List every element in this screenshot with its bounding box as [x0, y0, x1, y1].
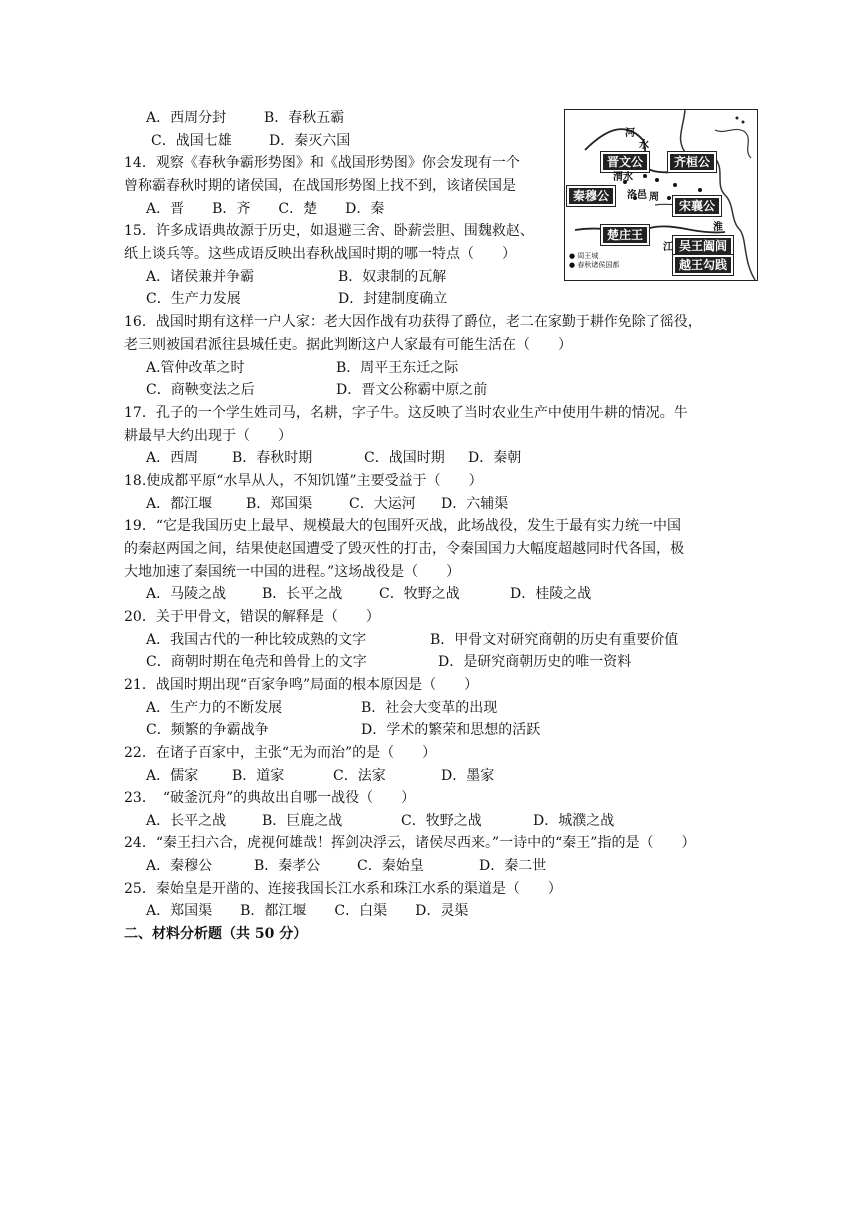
q15-option-a: A．诸侯兼并争霸	[146, 269, 255, 285]
q17-stem-line2: 耕最早大约出现于（ ）	[124, 428, 292, 444]
map-text-luoyi: 洛邑	[627, 190, 647, 201]
q13-option-d: D．秦灭六国	[269, 133, 351, 149]
q22-option-b: B．道家	[232, 768, 285, 784]
q21-stem: 21．战国时期出现“百家争鸣”局面的根本原因是（ ）	[124, 677, 479, 693]
q17-stem-line1: 17．孔子的一个学生姓司马，名耕，字子牛。这反映了当时农业生产中使用牛耕的情况。牛	[124, 405, 688, 421]
q17-option-a: A．西周	[146, 450, 199, 466]
q21-option-b: B．社会大变革的出现	[361, 700, 498, 716]
q23-option-b: B．巨鹿之战	[262, 813, 343, 829]
map-label-yue: 越王勾践	[673, 255, 733, 275]
q19-option-a: A．马陵之战	[146, 586, 227, 602]
q25-stem: 25．秦始皇是开凿的、连接我国长江水系和珠江水系的渠道是（ ）	[124, 881, 562, 897]
q16-stem-line1: 16．战国时期有这样一户人家：老大因作战有功获得了爵位，老二在家勤于耕作免除了徭役，	[124, 314, 702, 330]
q19-option-c: C．牧野之战	[379, 586, 460, 602]
q13-option-a: A．西周分封	[146, 110, 227, 126]
q19-stem-line3: 大地加速了秦国统一中国的进程。”这场战役是（ ）	[124, 564, 461, 580]
q25-options: A．郑国渠 B．都江堰 C．白渠 D．灵渠	[146, 903, 469, 919]
map-label-chu: 楚庄王	[601, 225, 649, 245]
map-label-qin: 秦穆公	[567, 186, 615, 206]
q16-option-d: D．晋文公称霸中原之前	[336, 382, 488, 398]
q19-stem-line1: 19．“它是我国历史上最早、规模最大的包围歼灭战，此场战役，发生于最有实力统一中国	[124, 518, 681, 534]
map-label-qi: 齐桓公	[668, 152, 716, 172]
q14-stem-line1: 14．观察《春秋争霸形势图》和《战国形势图》你会发现有一个	[124, 155, 520, 171]
spring-autumn-hegemony-map	[564, 109, 758, 281]
q19-option-d: D．桂陵之战	[510, 586, 592, 602]
q15-option-c: C．生产力发展	[146, 291, 241, 307]
legend-item-capital: ● 周王城	[569, 252, 599, 260]
q15-option-b: B．奴隶制的瓦解	[338, 269, 447, 285]
q22-option-a: A．儒家	[146, 768, 199, 784]
q16-stem-line2: 老三则被国君派往县城任吏。据此判断这户人家最有可能生活在（ ）	[124, 337, 572, 353]
q17-option-c: C．战国时期	[364, 450, 445, 466]
q13-option-b: B．春秋五霸	[264, 110, 345, 126]
q23-option-a: A．长平之战	[146, 813, 227, 829]
q15-stem-line1: 15．许多成语典故源于历史，如退避三舍、卧薪尝胆、围魏救赵、	[124, 223, 534, 239]
q20-option-a: A．我国古代的一种比较成熟的文字	[146, 632, 367, 648]
map-river-shui: 水	[639, 140, 649, 151]
q18-option-c: C．大运河	[349, 496, 416, 512]
q18-option-b: B．郑国渠	[246, 496, 313, 512]
q14-stem-line2: 曾称霸春秋时期的诸侯国，在战国形势图上找不到，该诸侯国是	[124, 178, 516, 194]
q14-options: A．晋 B．齐 C．楚 D．秦	[146, 201, 385, 217]
q23-option-d: D．城濮之战	[533, 813, 615, 829]
q19-stem-line2: 的秦赵两国之间，结果使赵国遭受了毁灭性的打击，令秦国国力大幅度超越同时代各国，极	[124, 541, 684, 557]
q20-option-c: C．商朝时期在龟壳和兽骨上的文字	[146, 654, 367, 670]
map-river-wei: 渭水	[613, 172, 633, 183]
q18-option-d: D．六辅渠	[441, 496, 509, 512]
q24-option-c: C．秦始皇	[357, 858, 424, 874]
map-river-he: 河	[625, 128, 635, 139]
q16-option-b: B．周平王东迁之际	[336, 360, 459, 376]
q15-stem-line2: 纸上谈兵等。这些成语反映出春秋战国时期的哪一特点（ ）	[124, 246, 516, 262]
q13-option-c: C．战国七雄	[151, 133, 232, 149]
q24-option-d: D．秦二世	[479, 858, 547, 874]
q21-option-d: D．学术的繁荣和思想的活跃	[361, 722, 541, 738]
q17-option-b: B．春秋时期	[232, 450, 313, 466]
q19-option-b: B．长平之战	[262, 586, 343, 602]
q22-option-c: C．法家	[333, 768, 386, 784]
q21-option-a: A．生产力的不断发展	[146, 700, 283, 716]
q15-option-d: D．封建制度确立	[338, 291, 448, 307]
q16-option-c: C．商鞅变法之后	[146, 382, 255, 398]
map-label-jin: 晋文公	[601, 152, 649, 172]
q20-option-b: B．甲骨文对研究商朝的历史有重要价值	[430, 632, 679, 648]
map-river-jiang: 江	[663, 242, 673, 253]
map-legend	[569, 252, 619, 270]
q20-stem: 20．关于甲骨文，错误的解释是（ ）	[124, 609, 380, 625]
map-river-huai: 淮	[713, 222, 723, 233]
q22-option-d: D．墨家	[441, 768, 495, 784]
q16-option-a: A.管仲改革之时	[146, 360, 245, 376]
q24-option-b: B．秦孝公	[254, 858, 321, 874]
q23-stem: 23． “破釜沉舟”的典故出自哪一战役（ ）	[124, 790, 416, 806]
q20-option-d: D．是研究商朝历史的唯一资料	[438, 654, 632, 670]
section-heading-material-analysis: 二、材料分析题（共 50 分）	[124, 926, 308, 942]
q23-option-c: C．牧野之战	[401, 813, 482, 829]
q22-stem: 22．在诸子百家中，主张“无为而治”的是（ ）	[124, 745, 437, 761]
q18-option-a: A．都江堰	[146, 496, 213, 512]
q17-option-d: D．秦朝	[468, 450, 522, 466]
q24-option-a: A．秦穆公	[146, 858, 213, 874]
q21-option-c: C．频繁的争霸战争	[146, 722, 269, 738]
map-label-song: 宋襄公	[673, 196, 721, 216]
legend-item-states: ● 春秋诸侯国都	[569, 261, 620, 269]
map-label-wu: 吴王阖闾	[673, 236, 733, 256]
q24-stem: 24．“秦王扫六合，虎视何雄哉！挥剑决浮云，诸侯尽西来。”一诗中的“秦王”指的是（ ）	[124, 835, 696, 851]
q18-stem: 18.使成都平原“水旱从人，不知饥馑”主要受益于（ ）	[124, 473, 483, 489]
map-text-zhou: 周	[649, 192, 659, 203]
